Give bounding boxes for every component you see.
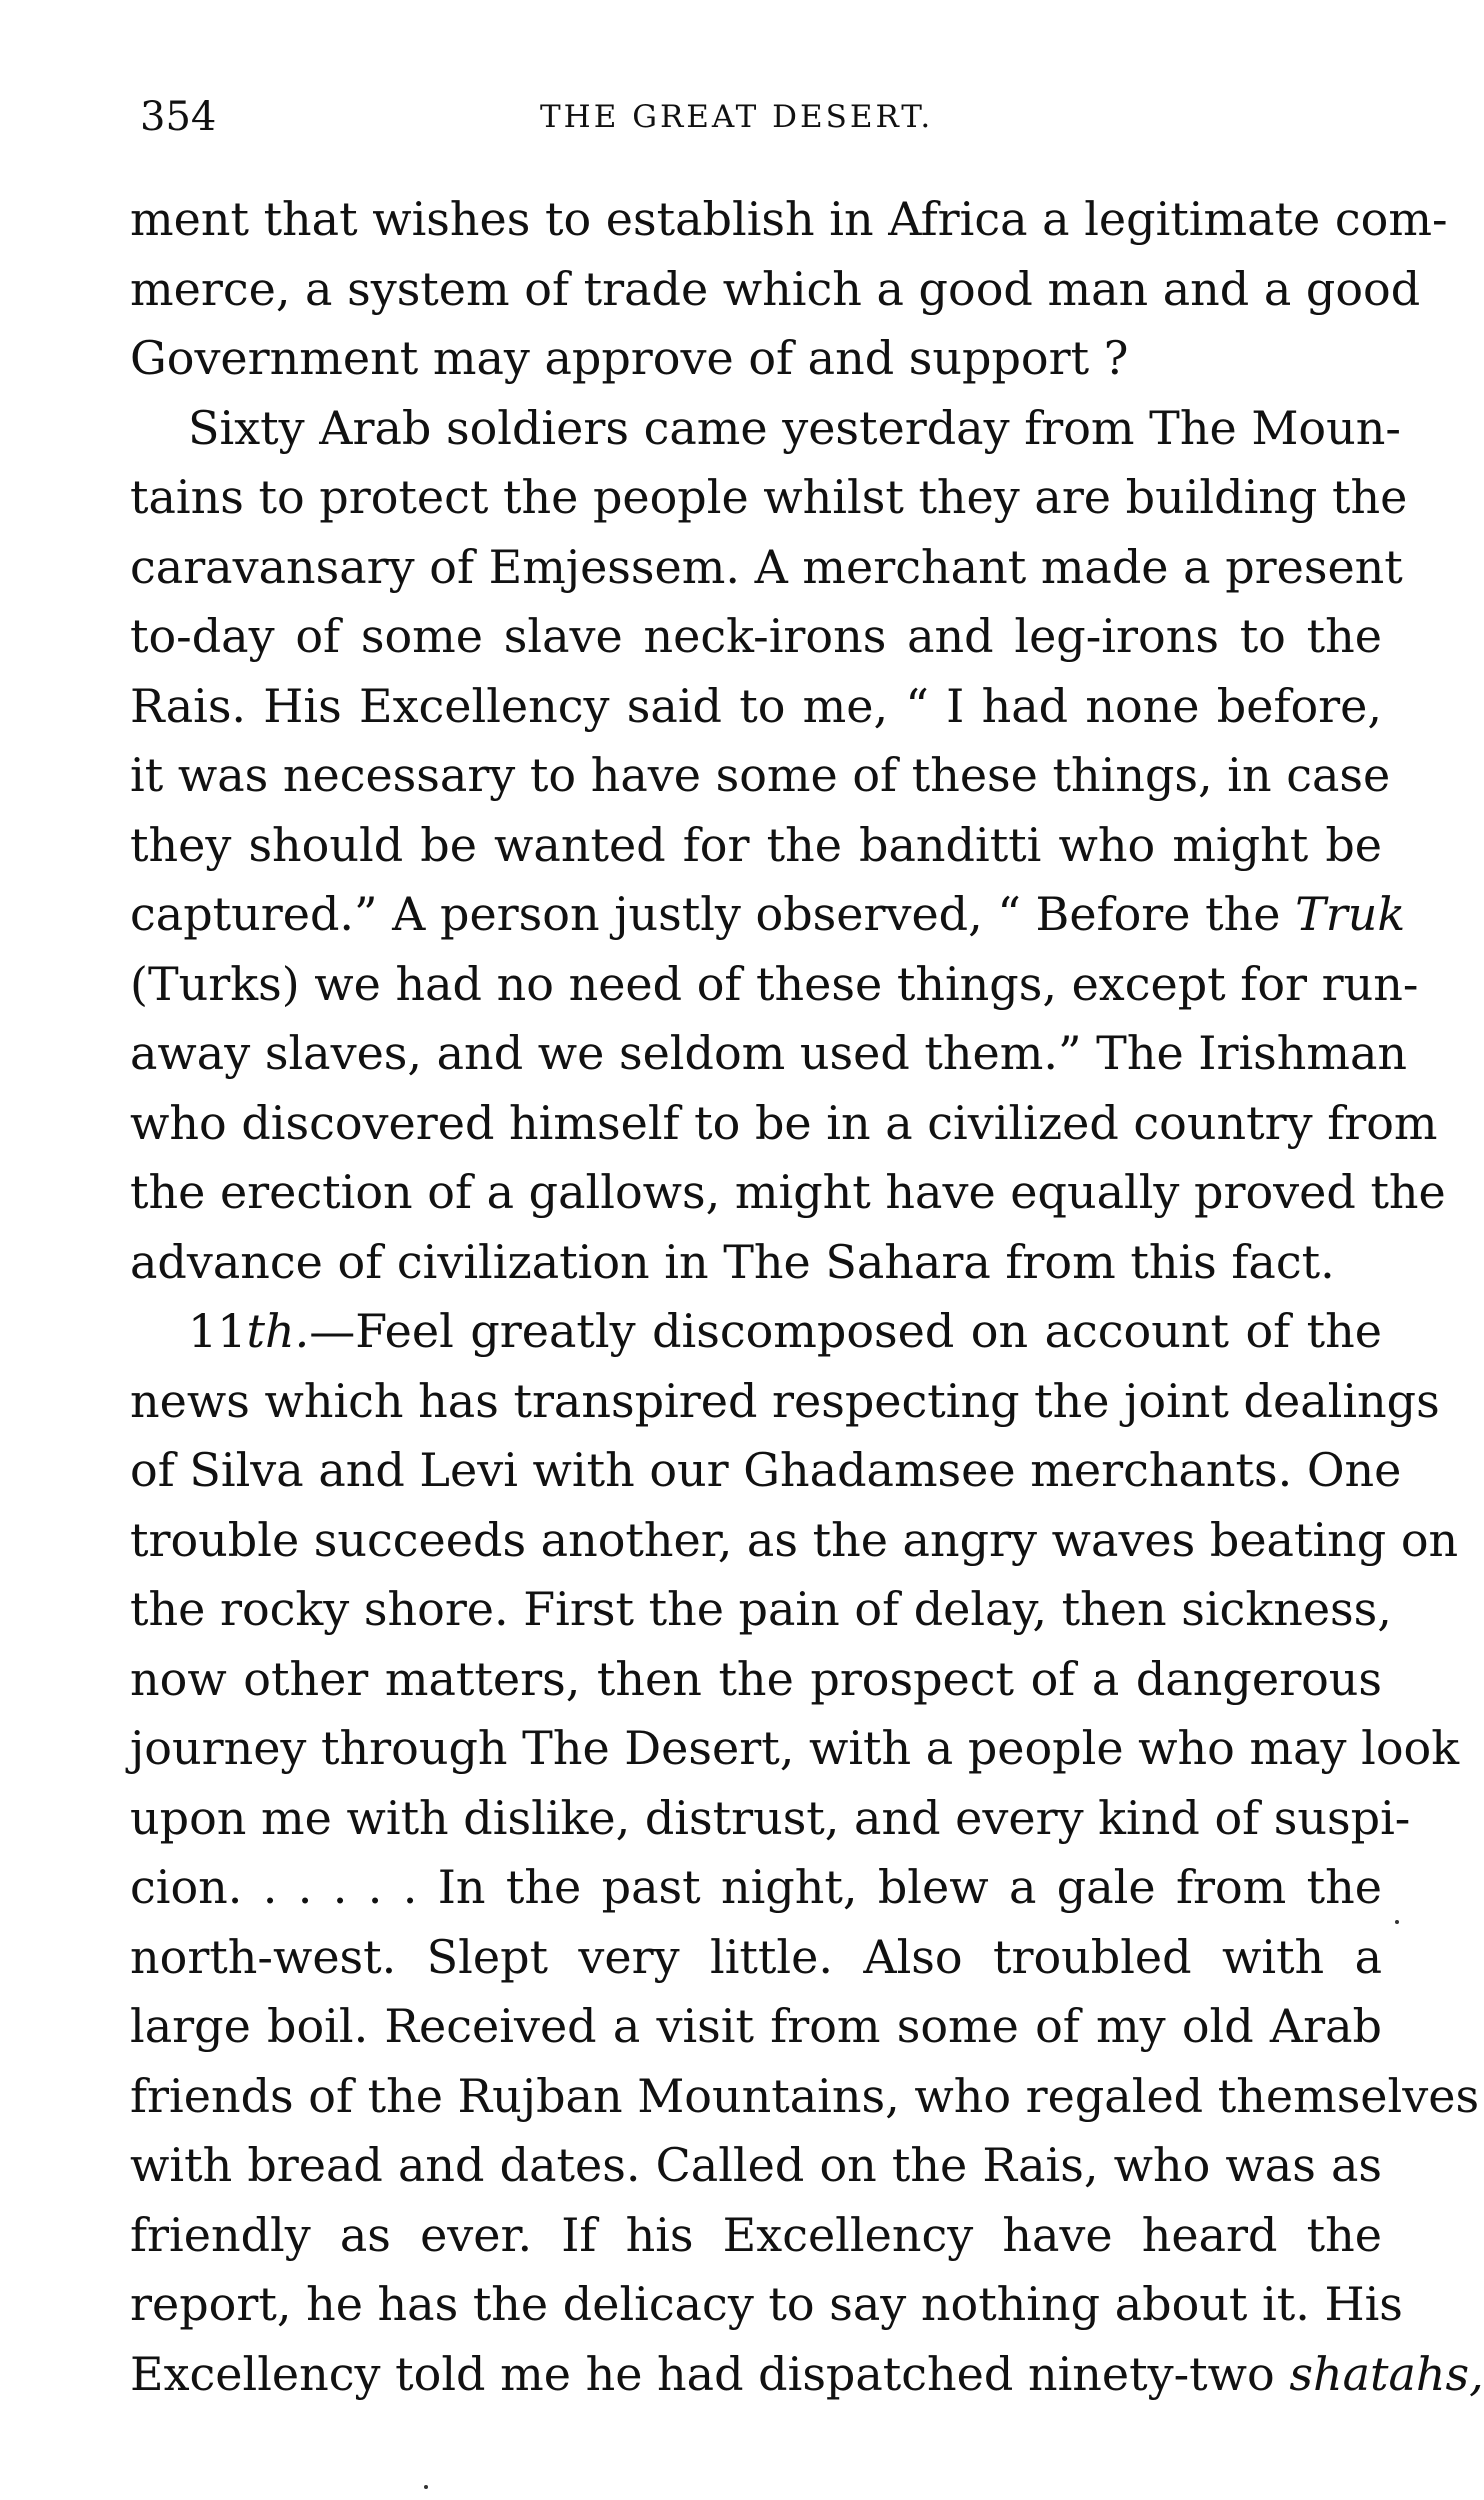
text-line [130, 2340, 1484, 2410]
italic-word: Truk [1295, 887, 1406, 941]
text-line: friendly as ever. If his Excellency have heard the [130, 2207, 1382, 2262]
text-line: north-west. Slept very little. Also troubled with a [130, 1929, 1382, 1984]
text-line: journey through The Desert, with a people who may look [130, 1721, 1460, 1775]
text-line: now other matters, then the prospect of a dangerous [130, 1651, 1382, 1706]
page-header [140, 82, 1380, 152]
text-line: (Turks) we had no need of these things, except for run- [130, 956, 1419, 1011]
text-line: they should be wanted for the banditti who might be [130, 817, 1382, 872]
text-line: away slaves, and we seldom used them.” The Irishman [130, 1026, 1408, 1080]
text-line: advance of civilization in The Sahara from this fact. [130, 1234, 1335, 1289]
body-text [130, 185, 1484, 2409]
text-line: of Silva and Levi with our Ghadamsee merchants. One [130, 1443, 1402, 1497]
print-speck [424, 2485, 428, 2489]
print-speck [1395, 1920, 1399, 1924]
text-line: tains to protect the people whilst they are building the [130, 470, 1408, 524]
text-line: cion. . . . . . In the past night, blew a gale from the [130, 1860, 1382, 1914]
text-line: ment that wishes to establish in Africa a legitimate com- [130, 192, 1448, 246]
page-number: 354 [140, 94, 217, 140]
text-line: with bread and dates. Called on the Rais, who was as [130, 2138, 1382, 2192]
text-line: the rocky shore. First the pain of delay, then sickness, [130, 1582, 1392, 1636]
text-line: merce, a system of trade which a good man and a good [130, 261, 1421, 316]
text-line: the erection of a gallows, might have equally proved the [130, 1165, 1446, 1219]
text-line: it was necessary to have some of these things, in case [130, 748, 1391, 802]
text-line: Rais. His Excellency said to me, “ I had none before, [130, 678, 1382, 733]
text-line: upon me with dislike, distrust, and every kind of suspi- [130, 1790, 1411, 1845]
text-line: who discovered himself to be in a civilized country from [130, 1095, 1438, 1150]
text-span: —Feel greatly discomposed on account of the [309, 1304, 1382, 1358]
text-line: Government may approve of and support ? [130, 331, 1129, 385]
text-line: large boil. Received a visit from some of my old Arab [130, 1999, 1382, 2053]
italic-word: shatahs, [1289, 2346, 1484, 2401]
text-line: friends of the Rujban Mountains, who regaled themselves [130, 2068, 1480, 2123]
date-suffix: th. [246, 1304, 310, 1358]
text-line [130, 880, 1406, 950]
text-line: to-day of some slave neck-irons and leg-irons to the [130, 609, 1382, 663]
text-line: report, he has the delicacy to say nothing about it. His [130, 2277, 1403, 2331]
text-line: caravansary of Emjessem. A merchant made a present [130, 539, 1403, 594]
text-span: Excellency told me he had dispatched ninety-two [130, 2346, 1290, 2401]
running-head: THE GREAT DESERT. [540, 99, 934, 135]
text-span: captured.” A person justly observed, “ Before the [130, 887, 1296, 941]
text-line: news which has transpired respecting the joint dealings [130, 1373, 1440, 1428]
date-number: 11 [188, 1304, 247, 1358]
paragraph-start-line [130, 1297, 1382, 1367]
text-line: trouble succeeds another, as the angry waves beating on [130, 1512, 1459, 1567]
paragraph-start-line: Sixty Arab soldiers came yesterday from The Moun- [188, 400, 1401, 455]
